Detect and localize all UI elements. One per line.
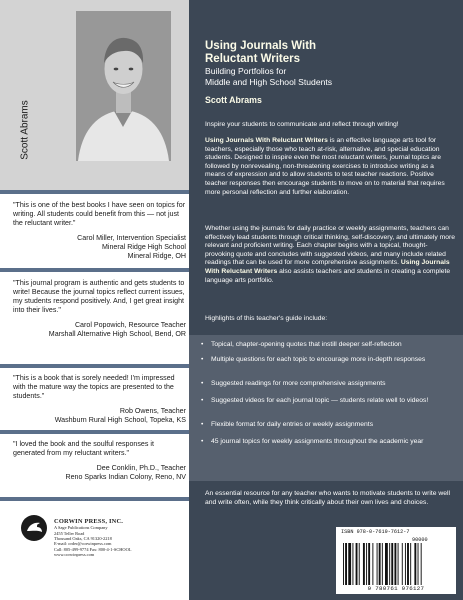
author-portrait-image	[76, 11, 171, 161]
quote-divider	[0, 497, 189, 501]
quote-divider	[0, 430, 189, 434]
isbn-number: ISBN 978-0-7619-7612-7	[341, 529, 410, 535]
price-code: 90000	[412, 537, 428, 543]
left-column	[0, 0, 189, 600]
endorsement-quote-1: "This is one of the best books I have seen on topics for writing. All students could benefit from this — not just the reluctant writer." Carol Miller, Intervention Specialist Mineral Ridge High School Mineral Ridge, OH	[13, 201, 186, 260]
list-item: • 45 journal topics for weekly assignments throughout the academic year	[201, 438, 424, 445]
bullet-icon: •	[201, 380, 204, 387]
publisher-block	[20, 514, 170, 596]
endorsement-quote-4: "I loved the book and the soulful responses it generated from my reluctant writers." Dee Conklin, Ph.D., Teacher Reno Sparks Indian Colony, Reno, NV	[13, 440, 186, 481]
tagline: Inspire your students to communicate and reflect through writing!	[205, 121, 399, 128]
author-photo	[76, 11, 171, 161]
author-name-vertical: Scott Abrams	[19, 100, 31, 160]
book-title: Using Journals With Reluctant Writers	[205, 40, 317, 65]
publisher-info: CORWIN PRESS, INC. A Sage Publications Company 2455 Teller Road Thousand Oaks, CA 91320-2218 E-mail: order@corwinpress.com Call: 805-499-9774 Fax: 800-4-1-SCHOOL www.corwinpress.com	[54, 518, 132, 558]
list-item: • Suggested readings for more comprehensive assignments	[201, 380, 386, 387]
description-paragraph-2: Whether using the journals for daily practice or weekly assignments, teachers can effectively lead students through critical thinking, self-discovery, and ultimately more relevant and proficient writing. Each chapter begins with a topical, thought-provoking quote and concludes with suggested videos, and many include related readings that can be used for more comprehensive assignments. Using Journals With Reluctant Writers also assists teachers and students in creating a complete language arts portfolio.	[205, 225, 455, 284]
ean-number: 9 780761 976127	[367, 585, 425, 592]
highlights-intro: Highlights of this teacher's guide include:	[205, 315, 328, 322]
list-item: • Multiple questions for each topic to encourage more in-depth responses	[201, 356, 426, 363]
highlights-list	[189, 335, 463, 481]
list-item: • Flexible format for daily entries or weekly assignments	[201, 421, 374, 428]
bullet-icon: •	[201, 438, 204, 445]
bullet-icon: •	[201, 397, 204, 404]
back-cover-panel	[189, 0, 463, 600]
book-subtitle: Building Portfolios for Middle and High School Students	[205, 66, 333, 87]
quote-divider	[0, 268, 189, 272]
isbn-barcode	[336, 527, 456, 594]
list-item: • Suggested videos for each journal topic — students relate well to videos!	[201, 397, 429, 404]
endorsement-quote-2: "This journal program is authentic and gets students to write! Because the journal topics reflect current issues, my students respond positively. And, I get great insight into their lives." Carol Popowich, Resource Teacher Marshall Alternative High School, Bend, OR	[13, 279, 186, 338]
quote-divider	[0, 190, 189, 194]
bullet-icon: •	[201, 341, 204, 348]
endorsement-quote-3: "This is a book that is sorely needed! I'm impressed with the mature way the topics are presented to the students." Rob Owens, Teacher Washburn Rural High School, Topeka, KS	[13, 374, 186, 424]
corwin-logo-icon	[20, 514, 48, 542]
list-item: • Topical, chapter-opening quotes that instill deeper self-reflection	[201, 341, 402, 348]
author-photo-panel	[0, 0, 189, 190]
quote-divider	[0, 364, 189, 368]
bullet-icon: •	[201, 421, 204, 428]
description-paragraph-1: Using Journals With Reluctant Writers is an effective language arts tool for teachers, especially those who teach at-risk, alternative, and special education students. Designed to inspire even the most reluctant writers, journal topics are followed by nonrevealing, non-threatening exercises to introduce writing as a means of expression and to allow students to test teacher reactions. Positive teacher responses then encourage students to move on to material that requires more personal reflection and further elaboration.	[205, 137, 445, 196]
bullet-icon: •	[201, 356, 204, 363]
closing-paragraph: An essential resource for any teacher who wants to motivate students to write well and write often, while they think critically about their own lives and choices.	[205, 490, 450, 506]
book-author: Scott Abrams	[205, 95, 262, 105]
barcode-bars-icon	[341, 543, 451, 585]
